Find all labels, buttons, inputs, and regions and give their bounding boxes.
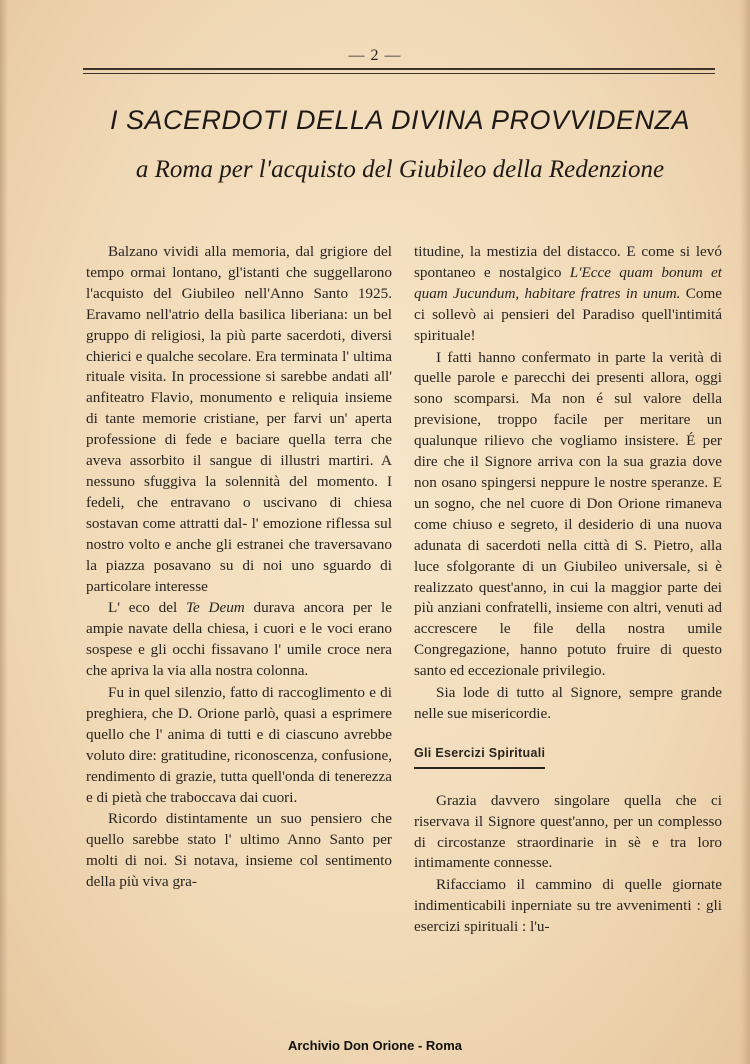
right-paragraph-5: Rifacciamo il cammino di quelle giornate indimenticabili inperniate su tre avvenimenti : gli esercizi spirituali : l'u- xyxy=(414,876,722,936)
section-heading-esercizi: Gli Esercizi Spirituali xyxy=(414,743,545,769)
ecce-quam-bonum-italic: L'Ecce quam bonum et quam Jucundum, habitare fratres in unum. xyxy=(414,263,722,302)
header-rule-thin xyxy=(83,73,715,74)
article-subtitle: a Roma per l'acquisto del Giubileo della Redenzione xyxy=(135,156,665,183)
left-paragraph-2 xyxy=(86,598,392,682)
header-rule xyxy=(83,68,715,70)
left-paragraph-2-start: L' eco del xyxy=(108,599,186,617)
page-edge-right xyxy=(740,0,750,1064)
right-paragraph-1-end: Come ci sollevò ai pensieri del Paradiso quell'intimitá spirituale! xyxy=(414,284,723,344)
page-edge-left xyxy=(0,0,8,1064)
right-column xyxy=(414,242,722,938)
right-paragraph-3: Sia lode di tutto al Signore, sempre grande nelle sue misericordie. xyxy=(414,684,722,722)
left-column xyxy=(86,242,392,893)
left-paragraph-1: Balzano vividi alla memoria, dal grigiore del tempo ormai lontano, gl'istanti che suggellarono l'acquisto del Giubileo nell'Anno Santo 1925. Eravamo nell'atrio della basilica liberiana: un bel gruppo di religiosi, la più parte sacerdoti, diversi chierici e qualche secolare. Era terminata l' ultima rituale visita. In processione si sarebbe andati all' anfiteatro Flavio, monumento e reliquia insieme di tante memorie cristiane, per farvi un' aperta professione di fede e baciare quella terra che aveva assorbito il sangue di illustri martiri. A nessuno sfuggiva la solennità del momento. I fedeli, che entravano o uscivano di chiesa sostavan come attratti dal- l' emozione riflessa sul nostro volto e anche gli estranei che traversavano la piazza posavano su di noi uno sguardo di particolare interesse xyxy=(86,243,392,595)
right-paragraph-1-start: titudine, la mestizia del distacco. E come si levó spontaneo e nostalgico xyxy=(414,243,722,281)
archive-footer: Archivio Don Orione - Roma xyxy=(287,1038,463,1053)
article-title: I SACERDOTI DELLA DIVINA PROVVIDENZA xyxy=(109,105,691,135)
te-deum-italic: Te Deum xyxy=(185,599,245,617)
page-number: — 2 — xyxy=(348,47,402,64)
left-paragraph-4: Ricordo distintamente un suo pensiero che quello sarebbe stato l' ultimo Anno Santo per molti di noi. Si notava, insieme col sentimento della più viva gra- xyxy=(86,810,392,891)
right-paragraph-4: Grazia davvero singolare quella che ci riservava il Signore quest'anno, per un complesso di circostanze straordinarie in sè e tra loro intimamente connesse. xyxy=(414,791,722,872)
right-paragraph-2: I fatti hanno confermato in parte la verità di quelle parole e parecchi dei presenti allora, oggi sono scomparsi. Ma non é sul valore della previsione, troppo facile per meritare un qualunque rilievo che vogliamo insistere. É per dire che il Signore arriva con la sua grazia dove non osano spingersi neppure le nostre speranze. E un sogno, che nel cuore di Don Orione rimaneva come chiuso e segreto, il desiderio di una nuova adunata di sacerdoti nella città di S. Pietro, alla luce sfolgorante di un Giubileo universale, si è realizzato quest'anno, in cui la maggior parte dei più anziani confratelli, insieme con altri, venuti ad accrescere le file della nostra umile Congregazione, hanno potuto fruire di questo santo ed eccezionale privilegio. xyxy=(414,348,722,680)
left-paragraph-2-end: durava ancora per le ampie navate della chiesa, i cuori e le voci erano sospese e gli occhi fissavano l' umile croce nera che apriva la via alla nostra colonna. xyxy=(86,599,392,680)
left-paragraph-3: Fu in quel silenzio, fatto di raccoglimento e di preghiera, che D. Orione parlò, quasi a esprimere quello che l' anima di tutti e di ciascuno avrebbe voluto dire: gratitudine, riconoscenza, confusione, rendimento di grazie, tutta quell'onda di tenerezza e di pietà che traboccava dai cuori. xyxy=(86,684,392,806)
right-paragraph-1 xyxy=(414,242,722,347)
